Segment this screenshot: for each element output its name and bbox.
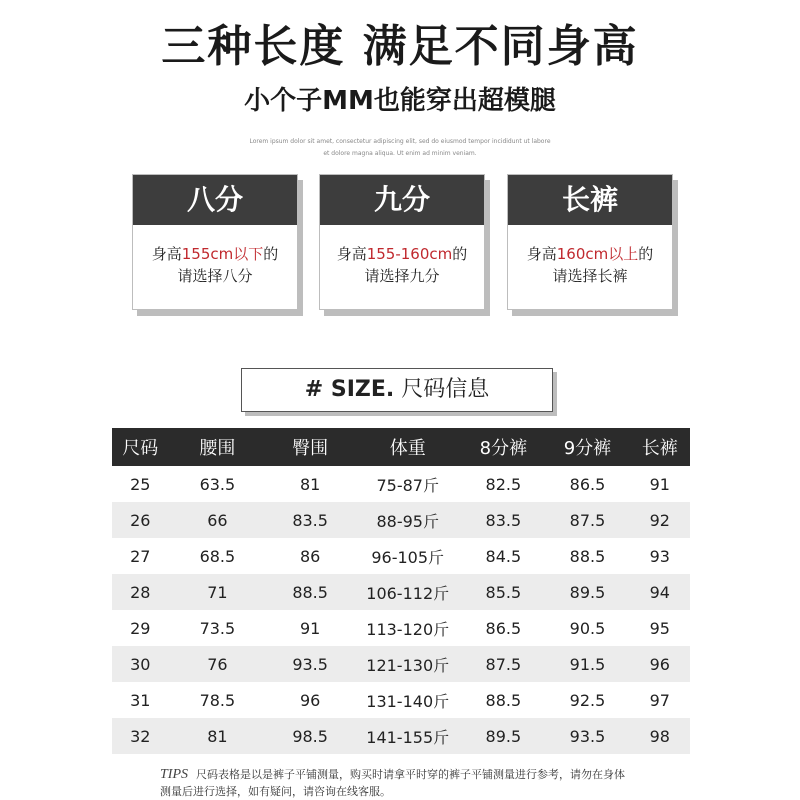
card-line2: 请选择九分 bbox=[364, 267, 440, 285]
table-row bbox=[112, 466, 690, 502]
table-cell: 93 bbox=[630, 538, 690, 574]
table-cell: 89.5 bbox=[461, 718, 545, 754]
card-body bbox=[508, 225, 672, 287]
table-cell: 97 bbox=[630, 682, 690, 718]
table-cell: 141-155斤 bbox=[354, 718, 461, 754]
size-heading-bold: # SIZE. bbox=[304, 377, 395, 402]
card-line2: 请选择八分 bbox=[177, 267, 253, 285]
table-cell: 98.5 bbox=[266, 718, 354, 754]
length-card-9 bbox=[319, 174, 485, 310]
table-row bbox=[112, 646, 690, 682]
table-cell: 85.5 bbox=[461, 574, 545, 610]
length-card-8 bbox=[132, 174, 298, 310]
table-cell: 86.5 bbox=[545, 466, 629, 502]
table-cell: 94 bbox=[630, 574, 690, 610]
lorem-line: et dolore magna aliqua. Ut enim ad minim veniam. bbox=[323, 150, 477, 157]
table-cell: 83.5 bbox=[266, 502, 354, 538]
lorem-text bbox=[240, 136, 560, 160]
length-card-long bbox=[507, 174, 673, 310]
table-cell: 92.5 bbox=[545, 682, 629, 718]
table-cell: 113-120斤 bbox=[354, 610, 461, 646]
table-row bbox=[112, 718, 690, 754]
table-cell: 86 bbox=[266, 538, 354, 574]
card-highlight: 155-160cm bbox=[366, 245, 453, 263]
page-subtitle: 小个子MM也能穿出超模腿 bbox=[244, 86, 556, 116]
table-cell: 96-105斤 bbox=[354, 538, 461, 574]
table-cell: 29 bbox=[112, 610, 169, 646]
table-cell: 81 bbox=[169, 718, 267, 754]
table-cell: 131-140斤 bbox=[354, 682, 461, 718]
card-highlight: 160cm以上 bbox=[556, 245, 639, 263]
table-cell: 81 bbox=[266, 466, 354, 502]
card-title: 八分 bbox=[133, 175, 297, 225]
column-header: 臀围 bbox=[266, 428, 354, 466]
card-line2: 请选择长裤 bbox=[552, 267, 628, 285]
card-title: 长裤 bbox=[508, 175, 672, 225]
table-cell: 26 bbox=[112, 502, 169, 538]
table-cell: 32 bbox=[112, 718, 169, 754]
column-header: 9分裤 bbox=[545, 428, 629, 466]
page-title: 三种长度 满足不同身高 bbox=[161, 21, 639, 72]
table-cell: 27 bbox=[112, 538, 169, 574]
size-heading-text: 尺码信息 bbox=[394, 377, 490, 402]
table-cell: 90.5 bbox=[545, 610, 629, 646]
table-cell: 63.5 bbox=[169, 466, 267, 502]
table-cell: 95 bbox=[630, 610, 690, 646]
card-text: 的 bbox=[638, 245, 654, 263]
card-text: 身高 bbox=[151, 245, 182, 263]
column-header: 腰围 bbox=[169, 428, 267, 466]
card-text: 的 bbox=[452, 245, 468, 263]
table-row bbox=[112, 502, 690, 538]
table-row bbox=[112, 574, 690, 610]
table-cell: 88.5 bbox=[461, 682, 545, 718]
card-text: 身高 bbox=[526, 245, 557, 263]
table-cell: 88-95斤 bbox=[354, 502, 461, 538]
table-cell: 86.5 bbox=[461, 610, 545, 646]
table-cell: 68.5 bbox=[169, 538, 267, 574]
table-cell: 28 bbox=[112, 574, 169, 610]
table-cell: 82.5 bbox=[461, 466, 545, 502]
table-cell: 76 bbox=[169, 646, 267, 682]
table-cell: 106-112斤 bbox=[354, 574, 461, 610]
table-cell: 75-87斤 bbox=[354, 466, 461, 502]
table-cell: 66 bbox=[169, 502, 267, 538]
table-cell: 98 bbox=[630, 718, 690, 754]
table-row bbox=[112, 610, 690, 646]
table-cell: 71 bbox=[169, 574, 267, 610]
table-cell: 87.5 bbox=[545, 502, 629, 538]
table-cell: 93.5 bbox=[266, 646, 354, 682]
table-cell: 88.5 bbox=[266, 574, 354, 610]
table-cell: 96 bbox=[630, 646, 690, 682]
column-header: 长裤 bbox=[630, 428, 690, 466]
tips-line2: 测量后进行选择，如有疑问，请咨询在线客服。 bbox=[160, 785, 391, 798]
table-cell: 121-130斤 bbox=[354, 646, 461, 682]
card-text: 的 bbox=[263, 245, 279, 263]
table-row bbox=[112, 682, 690, 718]
lorem-line: Lorem ipsum dolor sit amet, consectetur adipiscing elit, sed do eiusmod tempor incididunt ut labore bbox=[249, 138, 551, 145]
table-cell: 87.5 bbox=[461, 646, 545, 682]
card-title: 九分 bbox=[320, 175, 484, 225]
table-cell: 30 bbox=[112, 646, 169, 682]
table-cell: 91 bbox=[630, 466, 690, 502]
size-heading bbox=[241, 368, 553, 412]
table-cell: 89.5 bbox=[545, 574, 629, 610]
table-row bbox=[112, 538, 690, 574]
table-cell: 91.5 bbox=[545, 646, 629, 682]
tips-label: TIPS bbox=[160, 767, 188, 782]
card-text: 身高 bbox=[336, 245, 367, 263]
tips-note bbox=[160, 766, 720, 800]
table-cell: 31 bbox=[112, 682, 169, 718]
column-header: 尺码 bbox=[112, 428, 169, 466]
table-cell: 78.5 bbox=[169, 682, 267, 718]
table-cell: 92 bbox=[630, 502, 690, 538]
table-cell: 84.5 bbox=[461, 538, 545, 574]
card-body bbox=[133, 225, 297, 287]
column-header: 体重 bbox=[354, 428, 461, 466]
card-highlight: 155cm以下 bbox=[181, 245, 264, 263]
tips-line1: 尺码表格是以是裤子平铺测量，购买时请拿平时穿的裤子平铺测量进行参考，请勿在身体 bbox=[196, 768, 625, 781]
card-body bbox=[320, 225, 484, 287]
table-cell: 73.5 bbox=[169, 610, 267, 646]
table-header-row bbox=[112, 428, 690, 466]
table-cell: 25 bbox=[112, 466, 169, 502]
size-table bbox=[112, 428, 690, 754]
table-cell: 88.5 bbox=[545, 538, 629, 574]
table-cell: 93.5 bbox=[545, 718, 629, 754]
column-header: 8分裤 bbox=[461, 428, 545, 466]
table-cell: 91 bbox=[266, 610, 354, 646]
table-cell: 83.5 bbox=[461, 502, 545, 538]
table-cell: 96 bbox=[266, 682, 354, 718]
